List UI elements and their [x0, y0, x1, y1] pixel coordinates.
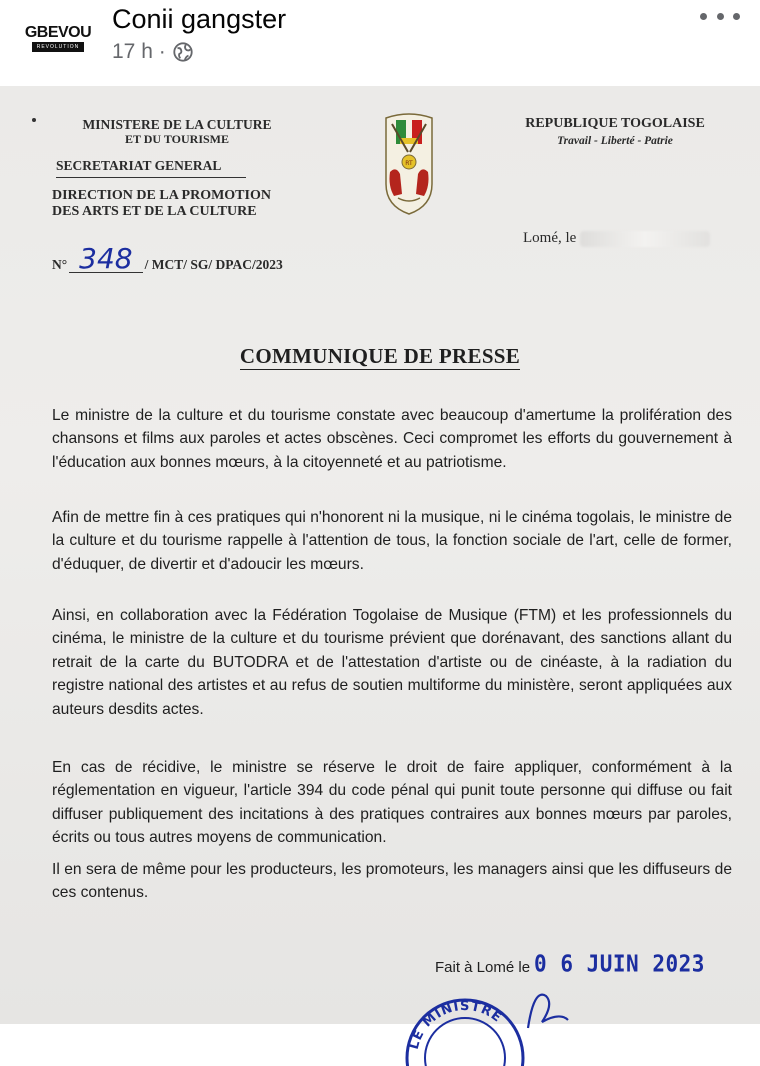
- reference-number: [52, 242, 283, 275]
- direction-line-2: DES ARTS ET DE LA CULTURE: [52, 204, 257, 219]
- author-name[interactable]: Conii gangster: [112, 4, 287, 34]
- document-title-text: COMMUNIQUE DE PRESSE: [239, 344, 521, 368]
- date-stamp: 0 6 JUIN 2023: [534, 950, 705, 978]
- paper-mark: [32, 118, 36, 122]
- paragraph-2: Afin de mettre fin à ces pratiques qui n'honorent ni la musique, ni le cinéma togolais, le ministre de la culture et du tourisme rappelle à l'attention de tous, la fonction sociale de l'art, celle de former, d'éduquer, de divertir et d'adoucir les mœurs.: [52, 509, 732, 573]
- ministry-line-2: ET DU TOURISME: [124, 132, 230, 146]
- svg-text:LE MINISTRE: LE MINISTRE: [406, 998, 505, 1052]
- paragraph-3: Ainsi, en collaboration avec la Fédération Togolaise de Musique (FTM) et les professionnels du cinéma, le ministre de la culture et du tourisme prévient que dorénavant, des sanctions allant du retrait de la carte du BUTODRA et de l'attestation d'artiste ou de cinéaste, à la radiation du registre national des artistes et au refus de soutien multiforme du ministère, seront appliquées aux auteurs desdits actes.: [52, 607, 732, 718]
- republic-header: [500, 116, 730, 147]
- more-options-dot: [733, 13, 740, 20]
- post-header: [0, 0, 760, 86]
- more-options-icon: [700, 13, 707, 20]
- republic-motto: Travail - Liberté - Patrie: [557, 135, 673, 147]
- republic-title: REPUBLIQUE TOGOLAISE: [525, 116, 705, 131]
- ministry-header: [52, 118, 302, 220]
- place-label: Lomé, le: [523, 230, 577, 246]
- paragraph-1: Le ministre de la culture et du tourisme constate avec beaucoup d'amertume la prolifération des chansons et films aux paroles et actes obscènes. Ceci compromet les efforts du gouvernement à l'éducation aux bonnes mœurs, à la citoyenneté et au patriotisme.: [52, 407, 732, 471]
- document-title: [0, 344, 760, 369]
- official-seal-icon: [395, 976, 525, 1066]
- ministry-line-1: MINISTERE DE LA CULTURE: [82, 117, 272, 132]
- place-date: [523, 230, 710, 247]
- more-options-dot: [717, 13, 724, 20]
- reference-prefix: N°: [52, 257, 68, 272]
- avatar-brand-text: GBEVOU: [24, 23, 92, 41]
- svg-text:RT: RT: [405, 160, 413, 167]
- signoff: [435, 952, 705, 976]
- paragraph-5: Il en sera de même pour les producteurs, les promoteurs, les managers ainsi que les diffuseurs de ces contenus.: [52, 861, 732, 902]
- direction-line-1: DIRECTION DE LA PROMOTION: [52, 188, 271, 203]
- signoff-label: Fait à Lomé le: [435, 959, 531, 976]
- blurred-date: [580, 231, 710, 247]
- globe-icon[interactable]: [172, 41, 194, 63]
- post-meta: [112, 40, 194, 64]
- paragraph-4: En cas de récidive, le ministre se réserve le droit de faire appliquer, conformément à la réglementation en vigueur, l'article 394 du code pénal qui punit toute personne qui diffuse ou fait diffuser publiquement des incitations à des pratiques contraires aux bonnes mœurs par paroles, écrits ou tous autres moyens de communication.: [52, 759, 732, 847]
- more-options-button[interactable]: [700, 4, 740, 28]
- signature: [520, 982, 600, 1032]
- post-timestamp[interactable]: 17 h ·: [112, 40, 166, 63]
- reference-suffix: / MCT/ SG/ DPAC/2023: [144, 257, 283, 272]
- secretariat-line: SECRETARIAT GENERAL: [56, 158, 246, 178]
- avatar[interactable]: [22, 6, 94, 70]
- togo-coat-of-arms-icon: [378, 110, 440, 216]
- post-photo[interactable]: [0, 86, 760, 1052]
- reference-handwritten-number: 348: [69, 246, 142, 273]
- avatar-subtext: REVOLUTION: [32, 42, 84, 52]
